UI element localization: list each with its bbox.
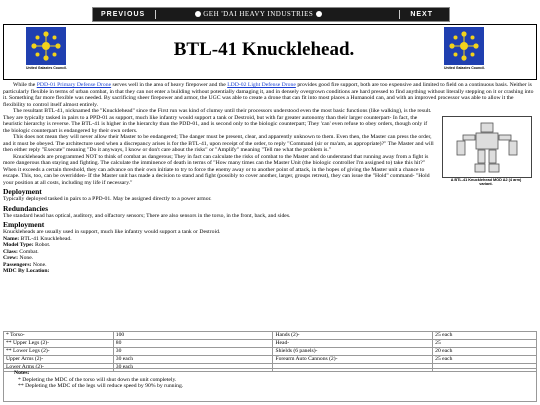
table-row (4, 348, 537, 356)
table-cell: Hands (2)- (273, 332, 433, 340)
table-cell: Head- (273, 340, 433, 348)
bullet-icon (316, 11, 322, 17)
deployment-heading: Deployment (3, 187, 42, 196)
main-content (3, 82, 537, 275)
table-cell: 25 each (433, 332, 537, 340)
intro-text: provides good fire support, both are too expensive and limited to field on a continuous basis. Neither is particularly flexible in terms of urban combat, in that they can not enter a building without potentially damaging it, and in densely overgrown conditions are hard pressed to find anything without literally stepping on it or crashing into it. Something far more flexible was needed. By sacrificing sheer firepower and armor, the UGC was able to create a drone that can fit into most places a Humanoid can, and with an improved processor was able to allow it the flexibility to control itself almost entirely. (3, 82, 534, 108)
table-cell: ** Lower Legs (2)- (4, 348, 114, 356)
paragraph: Knuckleheads are programmed NOT to think of combat as dangerous; They in fact can calculate the risks of combat to the Master and do understand that running away from a fight is more dangerous than staying and fighting. The calculate the imminence of death in terms of "How many times can the Master Unit (the biologic controller I'm assigned to) take this hit?" When it exceeds a certain threshold, they can advance on their own initiate to try to force the enemy away or to another point of attack, in the hopes of giving the Master unit a chance to escape. This, too, can be overridden- If the Master unit has made a decision to stand and fight (possibly to cover another, larger, groups retreat), they can issue the "Hold" command- "Hold your position at all costs, including my life if necessary." (3, 153, 430, 186)
stat-value: None. (19, 255, 34, 261)
stat-value: Robot. (35, 242, 51, 248)
nav-site-title[interactable]: GEH 'DAI HEAVY INDUSTRIES (203, 10, 314, 18)
employment-text: Knuckleheads are usually used in support, much like infantry would support a tank or Destroid. (3, 229, 221, 235)
stat-label: Class: (3, 248, 18, 255)
flag-caption: United Galaxies Council. (26, 66, 68, 70)
stat-value: BTL-41 Knucklehead. (20, 235, 72, 242)
flag-caption: United Galaxies Council. (444, 66, 486, 70)
stat-value: Combat. (19, 248, 39, 255)
table-cell: Shields (6 panels)- (273, 348, 433, 356)
table-cell: Upper Arms (2)- (4, 356, 114, 364)
table-cell: 80 (113, 340, 273, 348)
stat-label: Model Type: (3, 242, 34, 248)
table-row (4, 356, 537, 364)
mdc-table (3, 331, 537, 372)
pdd-01-link[interactable]: PDD-01 Primary Defense Drone (36, 82, 112, 88)
stat-label: MDC By Location: (3, 268, 50, 274)
nav-bar (92, 7, 450, 22)
deployment-text: Typically deployed tasked in pairs to a PPD-01. May be assigned directly to a power armor. (3, 196, 212, 202)
employment-heading: Employment (3, 220, 45, 229)
top-navigation (0, 0, 540, 22)
notes-heading: Notes: (14, 370, 30, 376)
nav-site-title-group (195, 8, 322, 21)
page-title: BTL-41 Knucklehead. (173, 39, 355, 60)
table-cell: 100 (113, 332, 273, 340)
page-header (3, 24, 537, 80)
paragraph: This does not mean they will never allow their Master to be endangered; The danger must be present, clear, and apparently unknown to them. Even then, the Master can press the order, and it must be obeyed. The architecture used when a discrepancy arises is for the BTL-41, upon receipt of the order, to reply "Command (sir or ma'am, as appropriate)?" The Master and will then either reply "Execute" meaning "Do it anyways, I know or don't care about the risks" or "Amplify" meaning "Tell me what the problem is." (3, 134, 434, 153)
stat-label: Passengers: (3, 261, 32, 268)
intro-text: While the (13, 82, 37, 88)
paragraph: The resultant BTL-41, nicknamed the "Knucklehead" since the First run was kind of clumsy until their processors understood even the most basic functions (like walking), is the result. They are typically tasked in pairs to a PPD-01 as support, much like infantry would support a tank or Destroid, but with far greater autonomy than their larger counterpart- In fact, the heuristic hierarchy is reverse. The BTL-41 is higher in the hierarchy than the PDD-01, and is second only to the biologic counterpart; They 'can' even refuse to obey orders, though only if the biologic counterpart is endangered by their own orders. (3, 108, 432, 134)
image-caption: A BTL-41 Knucklehead MOD A2 (4 arm) variant. (450, 178, 522, 186)
redundancies-text: The standard head has optical, auditory, and olfactory sensors; There are also sensors in the torso, in the front, back, and sides. (3, 212, 291, 219)
intro-text: serves well in the area of heavy firepower and the (111, 82, 228, 88)
flag-right (444, 27, 484, 73)
table-cell: 30 each (113, 356, 273, 364)
stat-label: Crew: (3, 255, 19, 261)
table-cell: 30 each (113, 364, 273, 372)
ugc-flag-icon (26, 27, 66, 65)
nav-separator (155, 10, 156, 19)
intro-paragraph (3, 82, 537, 108)
nav-separator (399, 10, 400, 19)
table-cell: 30 (113, 348, 273, 356)
notes-box (3, 368, 537, 402)
next-link[interactable]: NEXT (410, 11, 433, 18)
previous-link[interactable]: PREVIOUS (101, 11, 146, 18)
bullet-icon (195, 11, 201, 17)
ugc-flag-icon (444, 27, 484, 65)
table-cell: Forearm Auto Cannons (2)- (273, 356, 433, 364)
table-cell: ** Upper Legs (2)- (4, 340, 114, 348)
ldd-02-link[interactable]: LDD-02 Light Defense Drone (227, 82, 296, 88)
table-cell: 25 each (433, 356, 537, 364)
table-row (4, 340, 537, 348)
flag-left (26, 27, 66, 73)
stat-line (3, 268, 537, 275)
table-cell: 20 each (433, 348, 537, 356)
table-cell: * Torso- (4, 332, 114, 340)
table-cell: Lower Arms (2)- (4, 364, 114, 372)
redundancies-heading: Redundancies (3, 203, 49, 213)
stat-value: None. (32, 261, 47, 268)
note-item: ** Depleting the MDC of the legs will reduce speed by 90% by running. (18, 383, 184, 389)
table-cell: 25 (433, 340, 537, 348)
stat-label: Name: (3, 235, 20, 242)
table-row (4, 332, 537, 340)
note-item: * Depleting the MDC of the torso will shut down the unit completely. (18, 376, 177, 383)
